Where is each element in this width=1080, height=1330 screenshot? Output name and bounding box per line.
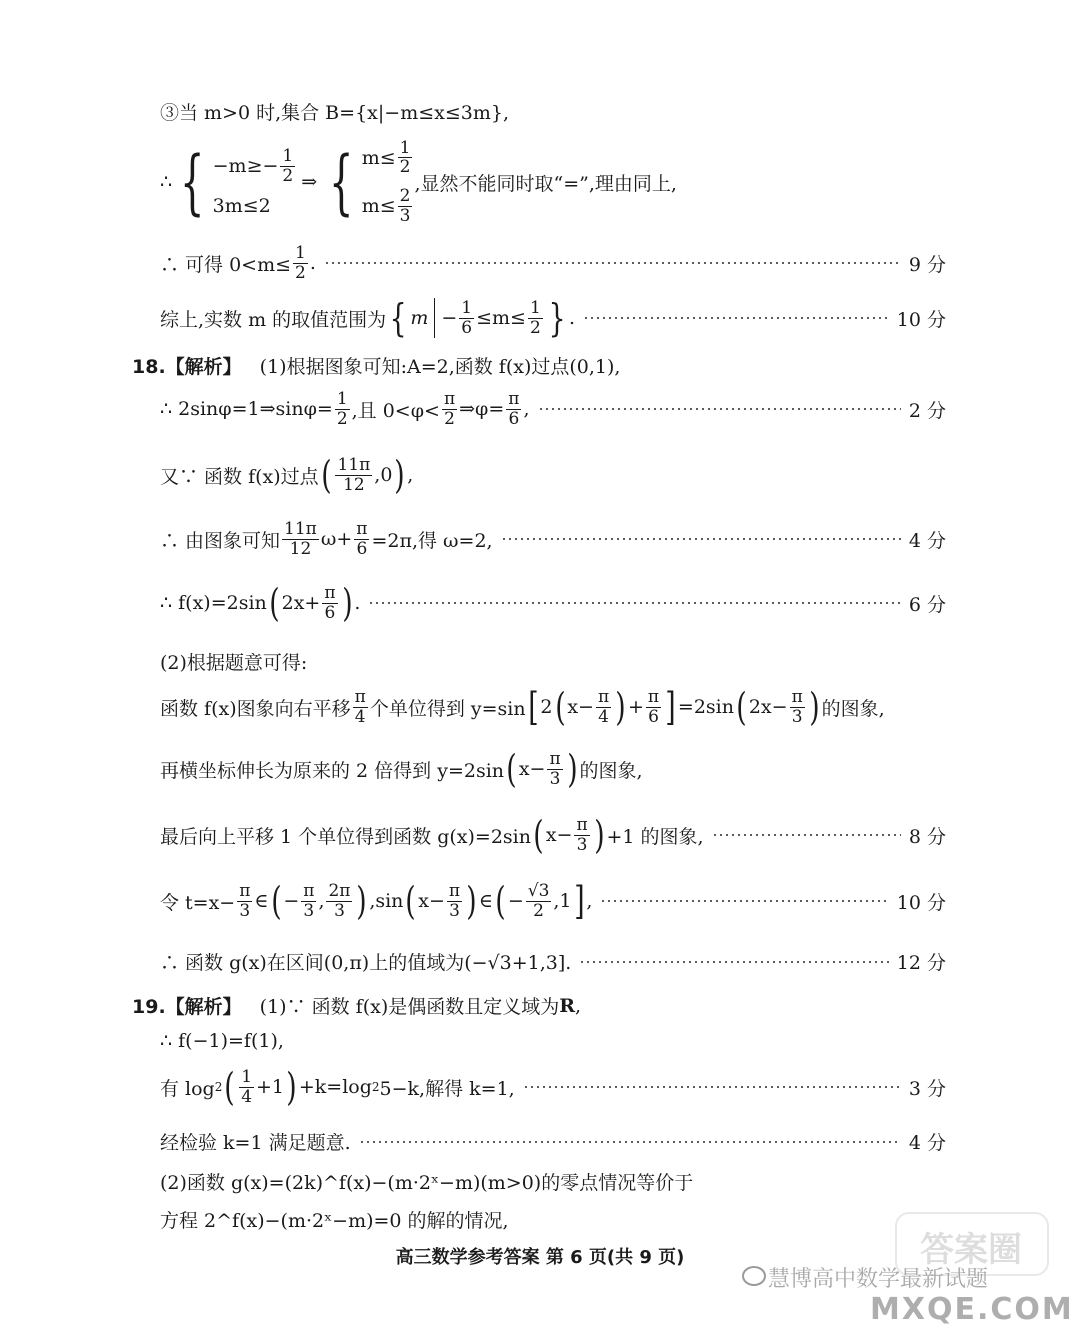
dot-leader [501, 538, 901, 540]
q19-line-4: 经检验 k=1 满足题意. 4 分 [160, 1128, 946, 1155]
score-label: 3 分 [908, 1077, 946, 1100]
score-label: 10 分 [896, 891, 946, 914]
fraction: $\frac{\pi}{3}$ [448, 881, 461, 921]
reason-text: ,显然不能同时取“=”,理由同上, [414, 172, 677, 195]
case-3-line [160, 98, 946, 125]
case-3-text: ③当 m>0 时,集合 B={x|−m≤x≤3m}, [160, 102, 509, 124]
watermark-logo-text: 答案圈 [920, 1230, 1022, 1270]
q18-line-4: ∴ 由图象可知 $\frac{11\pi}{12}$ ω+ $\frac{\pi}{6}$ =2π,得 ω=2, 4 分 [160, 519, 946, 559]
fraction: $\frac{\pi}{3}$ [239, 881, 251, 921]
fraction: $\frac{\pi}{3}$ [303, 881, 315, 921]
page-footer: 高三数学参考答案 第 6 页(共 9 页) [395, 1247, 685, 1268]
q18-line-3: 又∵ 函数 f(x)过点 ( $\frac{11\pi}{12}$ ,0 ) , [160, 453, 414, 498]
dot-leader [359, 1141, 901, 1143]
dot-leader [583, 317, 889, 319]
score-label: 9 分 [908, 253, 946, 276]
right-system: { m≤ $\frac{1}{2}$ m≤ $\frac{2}{3}$ [329, 137, 411, 226]
fraction: $\frac{1}{2}$ [336, 389, 348, 429]
fraction: $\frac{\pi}{6}$ [356, 519, 368, 559]
fraction: $\frac{11\pi}{12}$ [284, 519, 317, 559]
fraction: $\frac{11\pi}{12}$ [337, 455, 371, 495]
fraction: $\frac{\pi}{6}$ [647, 687, 660, 727]
fraction: $\frac{\pi}{3}$ [549, 749, 561, 789]
fraction: $\frac{\pi}{3}$ [576, 815, 588, 855]
summary-line: 综上,实数 m 的取值范围为 { m − $\frac{1}{6}$ ≤m≤ $\frac{1}{2}$ } . 10 分 [160, 296, 946, 340]
score-label: 10 分 [896, 308, 946, 331]
dot-leader [538, 408, 901, 410]
score-label: 4 分 [908, 529, 946, 552]
fraction: $\frac{1}{6}$ [461, 297, 473, 338]
q18-line-11: ∴ 函数 g(x)在区间(0,π)上的值域为(−√3+1,3]. 12 分 [160, 948, 946, 975]
q19-line-2: ∴ f(−1)=f(1), [160, 1030, 284, 1052]
score-label: 12 分 [896, 952, 946, 974]
fraction: $\frac{\pi}{6}$ [508, 389, 520, 429]
q19-line-3: 有 log 2 ( $\frac{1}{4}$ +1 ) +k=log 2 5−k,解得 k=1, 3 分 [160, 1065, 946, 1110]
fraction: $\frac{1}{4}$ [241, 1067, 253, 1107]
score-label: 2 分 [908, 399, 946, 422]
q19-line-5: (2)函数 g(x)=(2k)^f(x)−(m·2ˣ−m)(m>0)的零点情况等价于 [160, 1172, 694, 1194]
fraction: $\frac{\pi}{2}$ [443, 389, 456, 429]
q18-line-7: 函数 f(x)图象向右平移 $\frac{\pi}{4}$ 个单位得到 y=sin [ 2 ( x− $\frac{\pi}{4}$ ) + $\frac{\pi}{6}$ ] =2sin ( 2x− $\frac{\pi}{3}$ ) 的图象, [160, 685, 885, 730]
fraction: $\frac{2}{3}$ [399, 186, 411, 226]
inequality-system-line [160, 132, 946, 232]
dot-leader [600, 900, 888, 902]
q18-line-10: 令 t=x− $\frac{\pi}{3}$ ∈ ( − $\frac{\pi}{3}$ , $\frac{2\pi}{3}$ ) ,sin ( x− $\frac{\pi}{3}$ ) ∈ ( − $\frac{√3}{2}$ ,1 ] , 10 分 [160, 879, 946, 924]
fraction: $\frac{2\pi}{3}$ [328, 881, 351, 921]
fraction: $\frac{1}{2}$ [282, 145, 294, 186]
fraction: $\frac{\pi}{4}$ [354, 687, 366, 727]
fraction: $\frac{\pi}{6}$ [324, 583, 336, 623]
q18-line-2: ∴ 2sinφ=1⇒sinφ= $\frac{1}{2}$ ,且 0<φ< $\frac{\pi}{2}$ ⇒φ= $\frac{\pi}{6}$ , 2 分 [160, 389, 946, 429]
q19-line-1: 19.【解析】 (1)∵ 函数 f(x)是偶函数且定义域为 R , [132, 992, 946, 1019]
watermark-account: 慧博高中数学最新试题 [768, 1267, 989, 1292]
q19-line-6: 方程 2^f(x)−(m·2ˣ−m)=0 的解的情况, [160, 1210, 509, 1232]
result-line-9: ∴ 可得 0<m≤ $\frac{1}{2}$ . 9 分 [160, 243, 946, 283]
dot-leader [324, 262, 901, 264]
q18-line-5: ∴ f(x)=2sin ( 2x+ $\frac{\pi}{6}$ ) . 6 分 [160, 581, 946, 626]
q18-line-9: 最后向上平移 1 个单位得到函数 g(x)=2sin ( x− $\frac{\pi}{3}$ ) +1 的图象, 8 分 [160, 813, 946, 858]
watermark-site: MXQE.COM [870, 1292, 1074, 1327]
fraction: $\frac{\pi}{3}$ [791, 687, 803, 727]
q18-line-6: (2)根据题意可得: [160, 652, 308, 674]
dot-leader [712, 834, 901, 836]
q18-line-8: 再横坐标伸长为原来的 2 倍得到 y=2sin ( x− $\frac{\pi}{3}$ ) 的图象, [160, 747, 643, 792]
implies-symbol: ⇒ [301, 171, 318, 193]
fraction: $\frac{1}{2}$ [399, 137, 411, 178]
therefore-symbol: ∴ [160, 171, 173, 193]
fraction: $\frac{1}{2}$ [529, 297, 541, 338]
fraction: $\frac{\pi}{4}$ [597, 687, 610, 727]
dot-leader [368, 602, 900, 604]
score-label: 6 分 [908, 593, 946, 616]
dot-leader [523, 1086, 901, 1088]
fraction: $\frac{1}{2}$ [295, 243, 306, 283]
left-system: { −m≥− $\frac{1}{2}$ 3m≤2 [180, 141, 294, 223]
q18-line-1: 18.【解析】 (1)根据图象可知:A=2,函数 f(x)过点(0,1), [132, 352, 946, 379]
q19-heading: 19.【解析】 [132, 996, 242, 1018]
q18-heading: 18.【解析】 [132, 356, 242, 378]
fraction: $\frac{√3}{2}$ [527, 881, 550, 921]
score-label: 4 分 [908, 1132, 946, 1154]
score-label: 8 分 [908, 825, 946, 848]
dot-leader [579, 961, 888, 963]
